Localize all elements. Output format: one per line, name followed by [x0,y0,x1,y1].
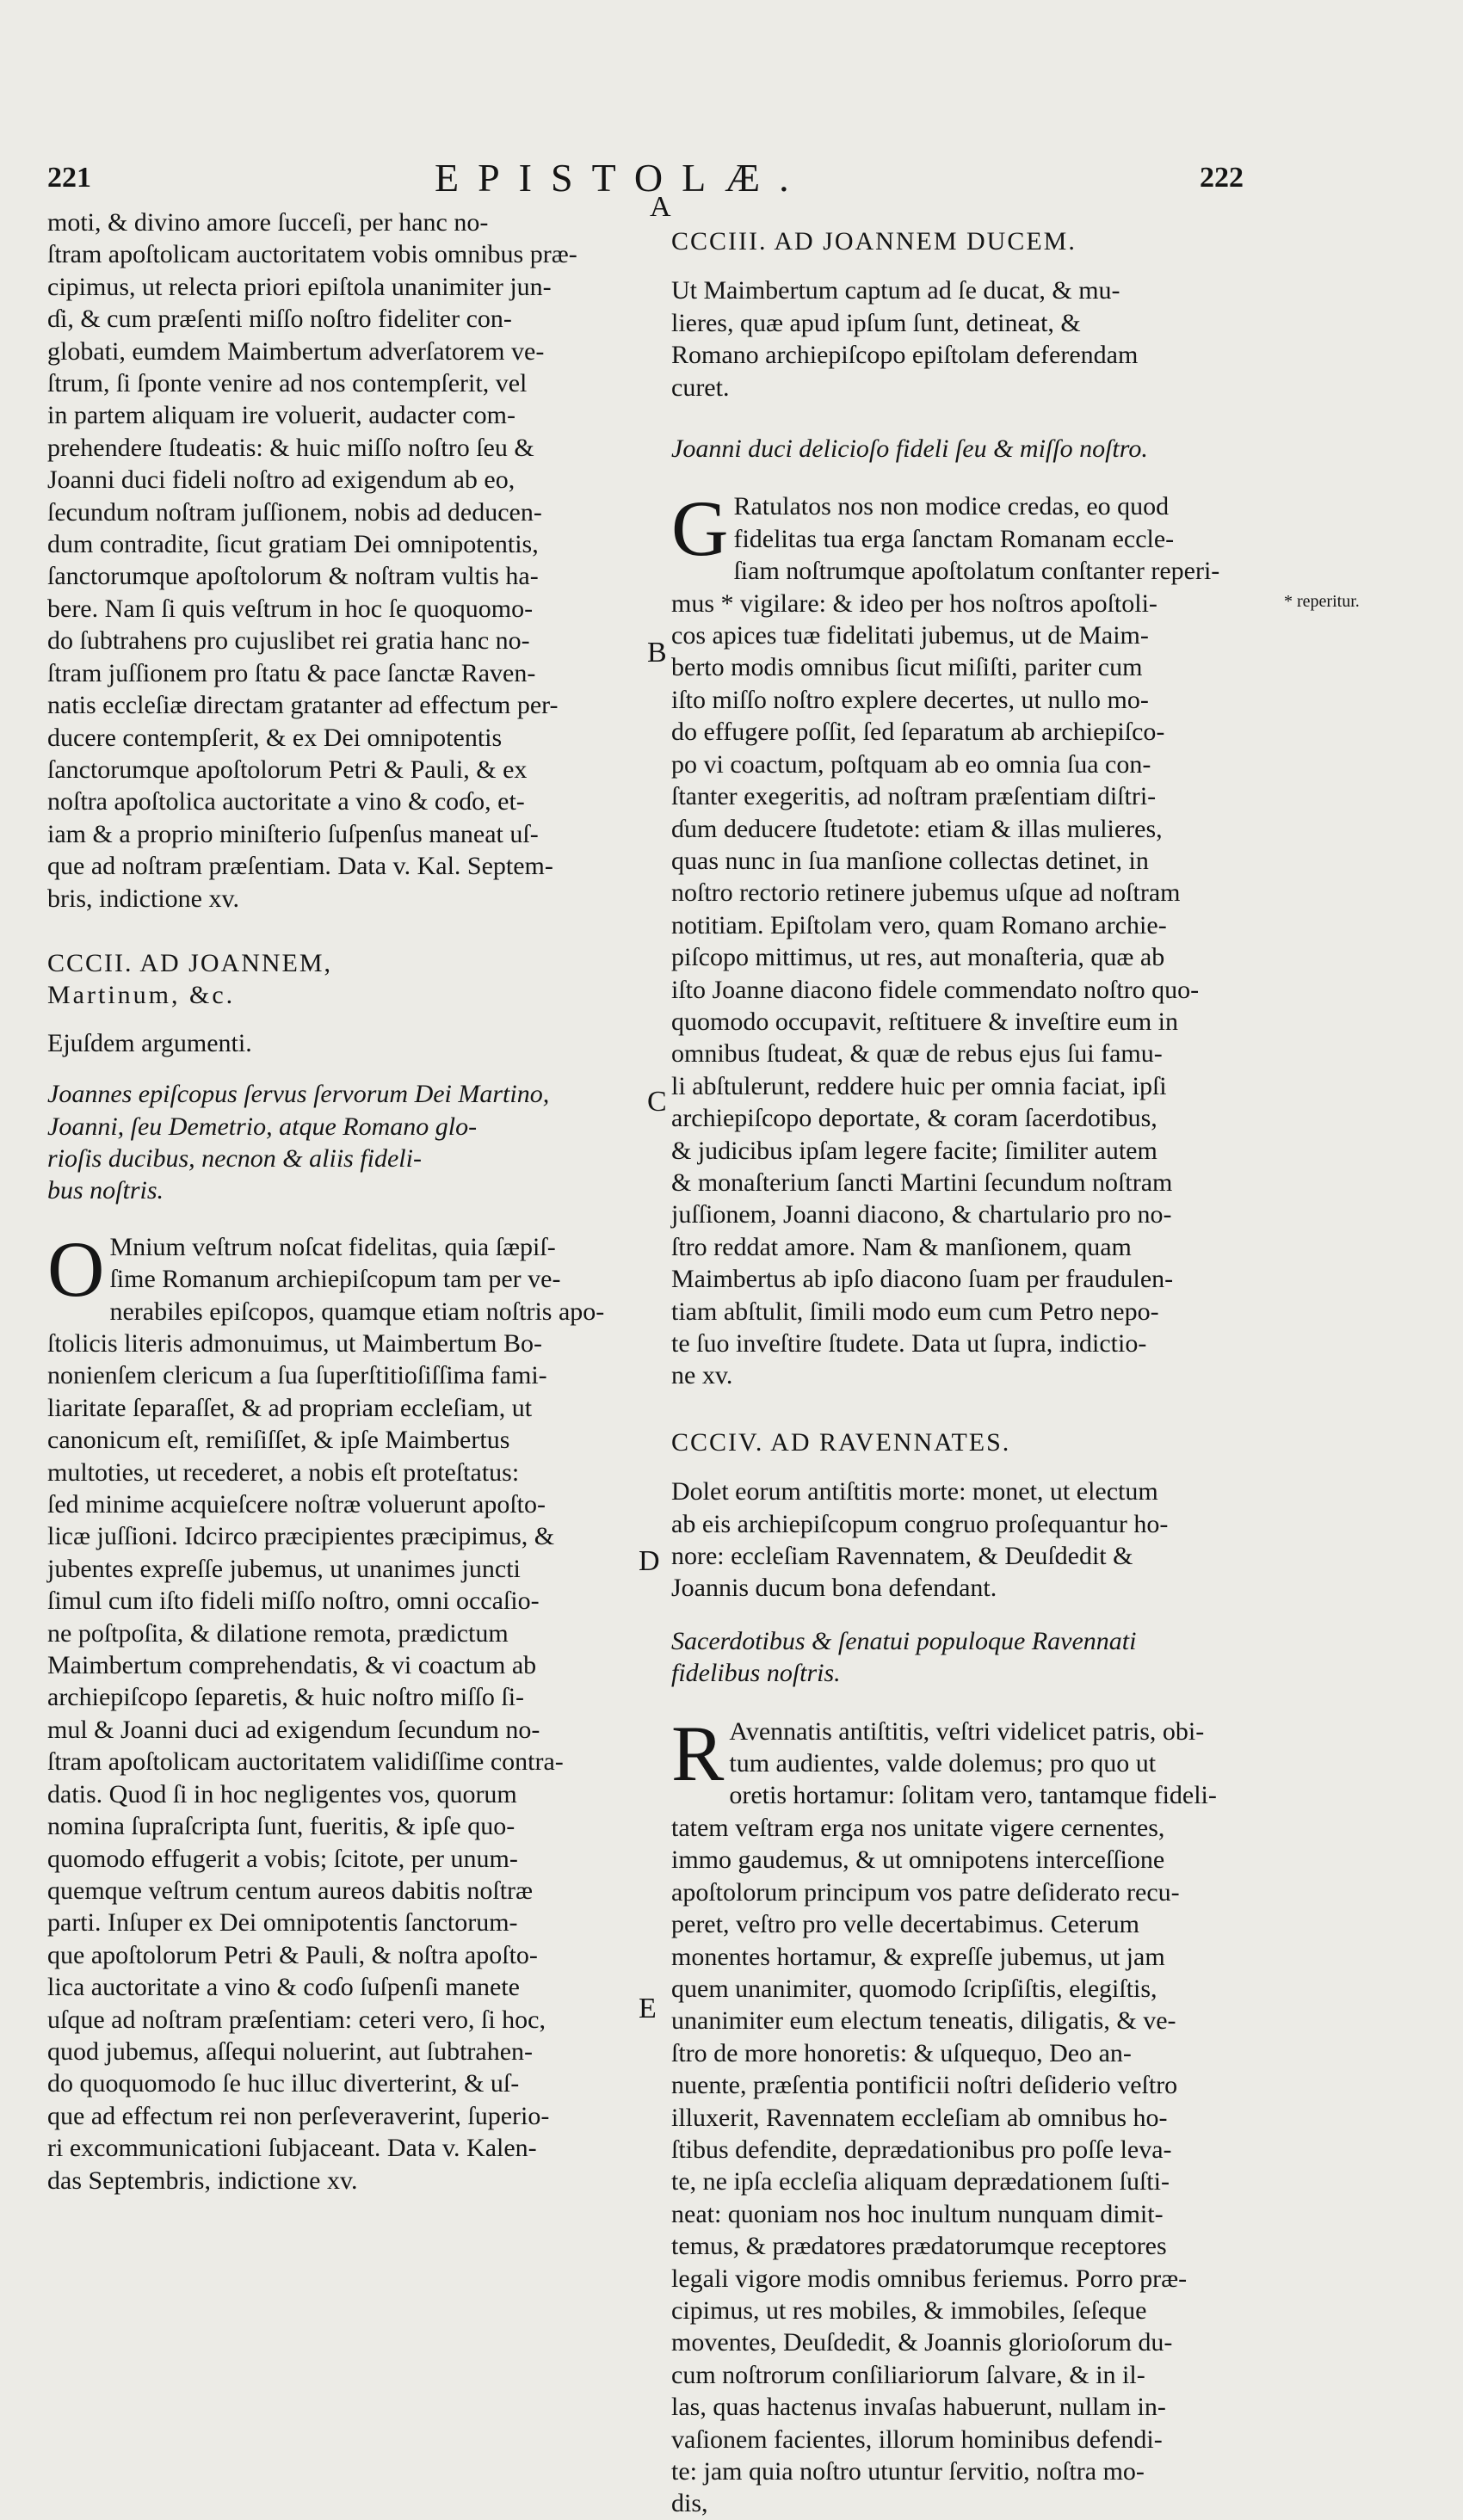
running-head [47,155,1244,203]
letter-302-addressee: Joannes epiſcopus ſervus ſervorum Dei Martino, Joanni, ſeu Demetrio, atque Romano glo- rioſis ducibus, necnon & aliis fideli- bus noſtris. [47,1080,550,1205]
letter-304-dropcap: R [671,1709,725,1797]
letter-303-addressee: Joanni duci delicioſo fideli ſeu & miſſo noſtro. [671,434,1148,464]
letter-304-addressee: Sacerdotibus & ſenatui populoque Ravennati fidelibus noſtris. [671,1626,1137,1688]
running-title: EPISTOLÆ. [435,156,808,200]
section-marker-b: B [647,637,667,669]
letter-303-body-text: Ratulatos nos non modice credas, eo quod fidelitas tua erga ſanctam Romanam eccle- ſiam noſtrumque apoſtolatum conſtanter reperi- mus * vigilare: & ideo per hos noſtros apoſtoli- cos apices tuæ fidelitati jubemus, ut de Maim- berto modis omnibus ſicut miſiſti, pariter cum iſto miſſo noſtro explere decertes, ut nullo mo- do effugere poſſit, ſed ſeparatum ab archiepiſco- po vi coactum, poſtquam ab eo omnia ſua con- ſtanter exegeritis, ad noſtram præſentiam diſtri- ɗum deducere ſtudetote: etiam & illas mulieres, quas nunc in ſua manſione collectas detinet, in noſtro rectorio retinere jubemus uſque ad noſtram notitiam. Epiſtolam vero, quam Romano archie- piſcopo mittimus, ut res, aut monaſteria, quæ ab iſto Joanne diacono fidele commendato noſtro quo- quomodo occupavit, reſtituere & inveſtire eum in omnibus ſtudeat, & quæ de rebus ejus ſui famu- li abſtulerunt, reddere huic per omnia faciat, ipſi archiepiſcopo deportate, & coram ſacerdotibus, & judicibus ipſam legere facite; ſimiliter autem & monaſterium ſancti Martini ſecundum noſtram juſſionem, Joanni diacono, & chartulario pro no- ſtro reddat amore. Nam & manſionem, quam Maimbertus ab ipſo diacono ſuam per fraudulen- tiam abſtulit, ſimili modo eum cum Petro nepo- te ſuo inveſtire ſtudete. Data ut ſupra, indictio- ne xv. [671,492,1220,1390]
left-column [47,206,641,2197]
section-marker-a: A [650,191,671,223]
letter-304-argument: Dolet eorum antiſtitis morte: monet, ut electum ab eis archiepiſcopum congruo proſequantur ho- nore: eccleſiam Ravennatem, & Deuſdedit & Joannis ducum bona defendant. [671,1477,1169,1603]
margin-note: * reperitur. [1284,592,1360,611]
section-marker-e: E [639,1993,657,2024]
section-marker-c: C [647,1086,667,1118]
letter-304-body-text: Avennatis antiſtitis, veſtri videlicet patris, obi- tum audientes, valde dolemus; pro quo ut oretis hortamur: ſolitam vero, tantamque fideli- tatem veſtram erga nos unitate vigere cernentes, immo gaudemus, & ut omnipotens interceſſione apoſtolorum principum vos patre deſiderato recu- peret, veſtro pro velle decertabimus. Ceterum monentes hortamur, & expreſſe jubemus, ut jam quem unanimiter, quomodo ſcripſiſtis, elegiſtis, unanimiter eum electum teneatis, diligatis, & ve- ſtro de more honoretis: & uſquequo, Deo an- nuente, præſentia pontificii noſtri deſiderio veſtro illuxerit, Ravennatem eccleſiam ab omnibus ho- ſtibus defendite, deprædationibus pro poſſe leva- te, ne ipſa eccleſia aliquam deprædationem ſuſti- neat: quoniam nos hoc inultum nunquam dimit- temus, & prædatores prædatorumque receptores legali vigore modis omnibus feriemus. Porro præ- cipimus, ut res mobiles, & immobiles, ſeſeque moventes, Deuſdedit, & Joannis glorioſorum du- cum noſtrorum conſiliariorum ſalvare, & in il- las, quas hactenus invaſas habuerunt, nullam in- vaſionem facientes, illorum hominibus defendi- te: jam quia noſtro utuntur ſervitio, noſtra mo- dis, [671,1716,1217,2518]
letter-303-dropcap: G [671,484,729,573]
letter-303-argument: Ut Maimbertum captum ad ſe ducat, & mu- lieres, quæ apud ipſum ſunt, detineat, & Romano archiepiſcopo epiſtolam deferendam curet. [671,276,1139,402]
right-column [671,206,1278,2520]
letter-302-body [47,1224,641,2197]
letter-302-dropcap: O [47,1224,105,1313]
letter-304-body [671,1709,1278,2520]
letter-302-body-text: Mnium veſtrum noſcat fidelitas, quia ſæpiſ- ſime Romanum archiepiſcopum tam per ve- nerabiles epiſcopos, quamque etiam noſtris apo- ſtolicis literis admonuimus, ut Maimbertum Bo- nonienſem clericum a ſua ſuperſtitioſiſſima fami- liaritate ſeparaſſet, & ad propriam eccleſiam, ut canonicum eſt, remiſiſſet, & ipſe Maimbertus multoties, ut recederet, a nobis eſt proteſtatus: ſed minime acquieſcere noſtræ voluerunt apoſto- licæ juſſioni. Idcirco præcipientes præcipimus, & jubentes expreſſe jubemus, ut unanimes juncti ſimul cum iſto fideli miſſo noſtro, omni occaſio- ne poſtpoſita, & dilatione remota, prædictum Maimbertum comprehendatis, & vi coactum ab archiepiſcopo ſeparetis, & huic noſtro miſſo ſi- mul & Joanni duci ad exigendum ſecundum no- ſtram apoſtolicam auctoritatem validiſſime contra- datis. Quod ſi in hoc negligentes vos, quorum nomina ſupraſcripta ſunt, fueritis, & ipſe quo- quomodo effugerit a vobis; ſcitote, per unum- quemque veſtrum centum aureos dabitis noſtræ parti. Inſuper ex Dei omnipotentis ſanctorum- que apoſtolorum Petri & Pauli, & noſtra apoſto- lica auctoritate a vino & coɗo ſuſpenſi manete uſque ad noſtram præſentiam: ceteri vero, ſi hoc, quod jubemus, aſſequi noluerint, aut ſubtrahen- do quoquomodo ſe huc illuc diverterint, & uſ- que ad effectum rei non perſeveraverint, ſuperio- ri excommunicationi ſubjaceant. Data v. Kalen- das Septembris, indictione xv. [47,1232,605,2195]
right-page-number: 222 [1200,162,1244,194]
letter-303-title: CCCIII. AD JOANNEM DUCEM. [671,227,1077,256]
left-page-number: 221 [47,162,91,194]
letter-302-argument: Ejuſdem argumenti. [47,1028,252,1057]
letter-303-body [671,484,1278,1391]
letter-302-subtitle: Martinum, &c. [47,981,236,1010]
letter-304-title: CCCIV. AD RAVENNATES. [671,1427,1011,1457]
letter-302-title: CCCII. AD JOANNEM, [47,948,333,977]
section-marker-d: D [639,1545,660,1577]
continuation-text: moti, & divino amore ſucceſi, per hanc no- ſtram apoſtolicam auctoritatem vobis omnibus præ- cipimus, ut relecta priori epiſtola unanimiter jun- ɗi, & cum præſenti miſſo noſtro fideliter con- globati, eumdem Maimbertum adverſatorem ve- ſtrum, ſi ſponte venire ad nos contempſerit, vel in partem aliquam ire voluerit, audacter com- prehendere ſtudeatis: & huic miſſo noſtro ſeu & Joanni duci fideli noſtro ad exigendum ab eo, ſecundum noſtram juſſionem, nobis ad deducen- dum contradite, ſicut gratiam Dei omnipotentis, ſanctorumque apoſtolorum & noſtram vultis ha- bere. Nam ſi quis veſtrum in hoc ſe quoquomo- do ſubtrahens pro cujuslibet rei gratia hanc no- ſtram juſſionem pro ſtatu & pace ſanctæ Raven- natis eccleſiæ directam gratanter ad effectum per- ducere contempſerit, & ex Dei omnipotentis ſanctorumque apoſtolorum Petri & Pauli, & ex noſtra apoſtolica auctoritate a vino & coɗo, et- iam & a proprio miniſterio ſuſpenſus maneat uſ- que ad noſtram præſentiam. Data v. Kal. Septem- bris, indictione xv. [47,208,577,913]
